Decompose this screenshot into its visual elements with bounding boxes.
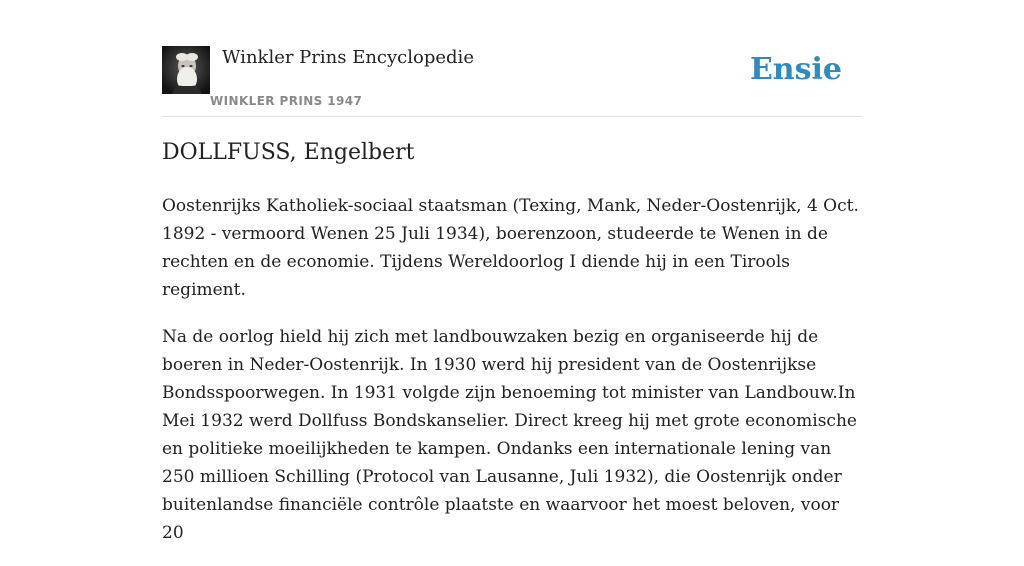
brand-logo-link[interactable]: Ensie [749,52,842,87]
site-subtitle: WINKLER PRINS 1947 [210,94,363,108]
article-paragraph: Na de oorlog hield hij zich met landbouwzaken bezig en organiseerde hij de boeren in Neder-Oostenrijk. In 1930 werd hij president van de Oostenrijkse Bondsspoorwegen. In 1931 volgde zijn benoeming tot minister van Landbouw.In Mei 1932 werd Dollfuss Bondskanselier. Direct kreeg hij met grote economische en politieke moeilijkheden te kampen. Ondanks een internationale lening van 250 millioen Schilling (Protocol van Lausanne, Juli 1932), die Oostenrijk onder buitenlandse financiële contrôle plaatste en waarvoor het moest beloven, voor 20 [162,327,857,543]
portrait-avatar-icon[interactable] [162,46,210,94]
article-paragraph: Oostenrijks Katholiek-sociaal staatsman (Texing, Mank, Neder-Oostenrijk, 4 Oct. 1892 - vermoord Wenen 25 Juli 1934), boerenzoon, studeerde te Wenen in de rechten en de economie. Tijdens Wereldoorlog I diende hij in een Tirools regiment. [162,196,859,300]
article-body [162,192,862,566]
site-title-link[interactable]: Winkler Prins Encyclopedie [222,47,474,68]
site-header [162,46,862,117]
article-title: DOLLFUSS, Engelbert [162,140,415,165]
